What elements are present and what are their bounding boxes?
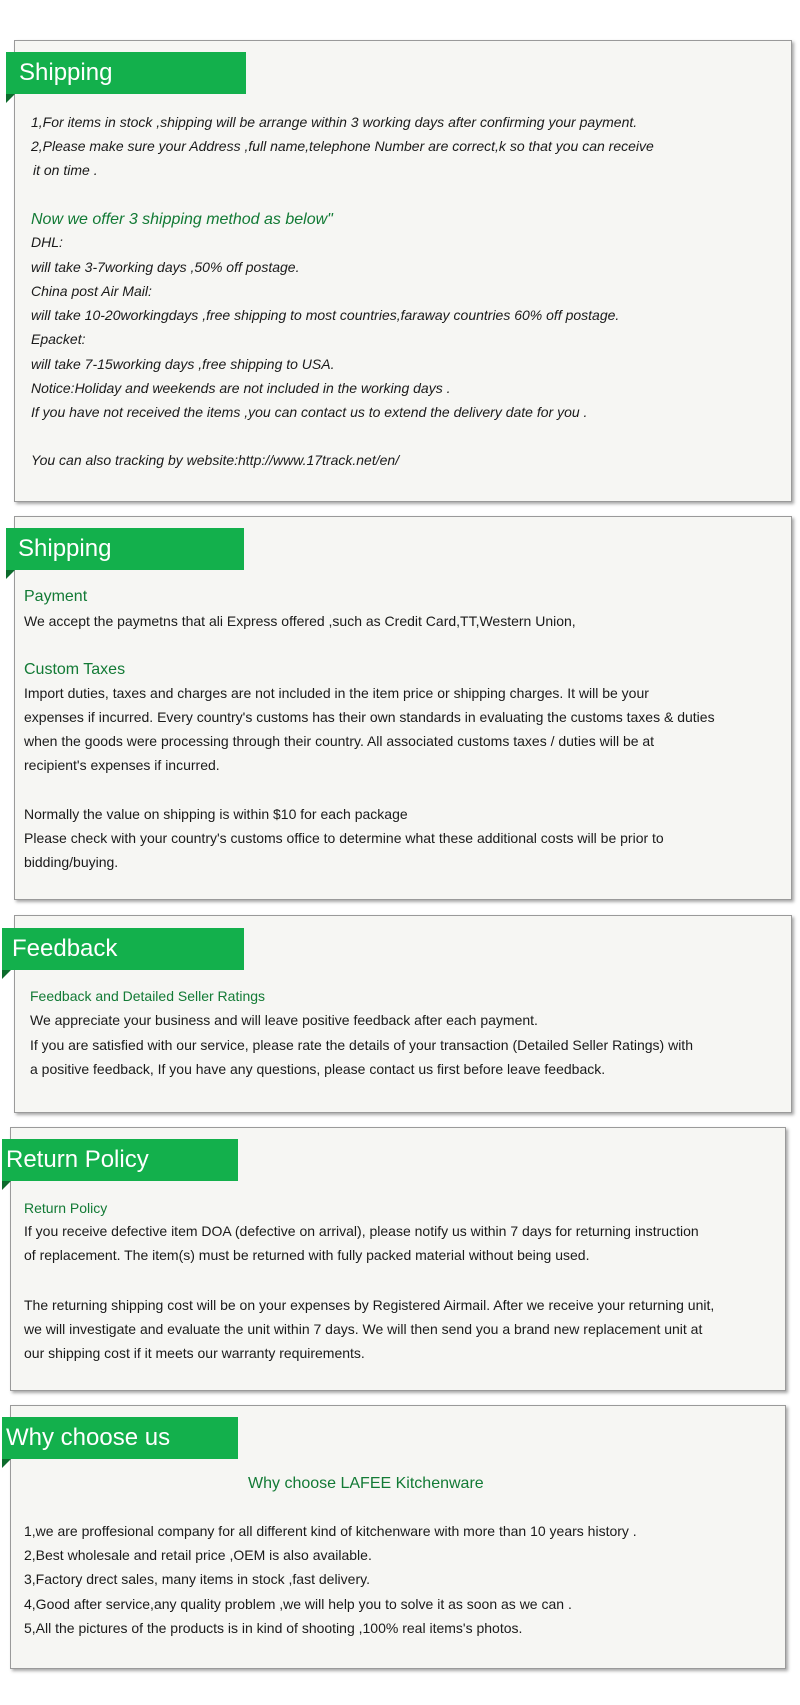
- return-line-2: of replacement. The item(s) must be returned with fully packed material without being used.: [24, 1247, 590, 1263]
- shipping-tab: Shipping: [6, 52, 246, 94]
- shipping-stock-line: 1,For items in stock ,shipping will be arrange within 3 working days after confirming your payment.: [31, 114, 638, 130]
- taxes-line-4: recipient's expenses if incurred.: [24, 757, 220, 773]
- return-policy-heading: Return Policy: [24, 1200, 108, 1216]
- shipping-value-line: Normally the value on shipping is within $10 for each package: [24, 806, 408, 822]
- customs-check-line-2: bidding/buying.: [24, 854, 119, 870]
- why-line-2: 2,Best wholesale and retail price ,OEM is also available.: [24, 1547, 372, 1563]
- taxes-line-1: Import duties, taxes and charges are not included in the item price or shipping charges. It will be your: [24, 685, 649, 701]
- feedback-line-3: a positive feedback, If you have any questions, please contact us first before leave feedback.: [30, 1061, 606, 1077]
- tracking-line: You can also tracking by website:http://www.17track.net/en/: [31, 452, 400, 468]
- return-line-1: If you receive defective item DOA (defective on arrival), please notify us within 7 days for returning instruction: [24, 1223, 699, 1239]
- dhl-label: DHL:: [31, 234, 63, 250]
- return-policy-tab: Return Policy: [2, 1139, 238, 1181]
- epacket-desc: will take 7-15working days ,free shipping to USA.: [31, 356, 335, 372]
- why-line-4: 4,Good after service,any quality problem ,we will help you to solve it as soon as we can .: [24, 1596, 572, 1612]
- taxes-line-2: expenses if incurred. Every country's customs has their own standards in evaluating the customs taxes & duties: [24, 709, 715, 725]
- why-choose-tab: Why choose us: [2, 1417, 238, 1459]
- shipping-tab-2: Shipping: [6, 528, 244, 570]
- shipping-methods-heading: Now we offer 3 shipping method as below": [31, 211, 333, 228]
- return-line-3: The returning shipping cost will be on your expenses by Registered Airmail. After we receive your returning unit,: [24, 1297, 715, 1313]
- taxes-line-3: when the goods were processing through their country. All associated customs taxes / duties will be at: [24, 733, 655, 749]
- payment-text: We accept the paymetns that ali Express offered ,such as Credit Card,TT,Western Union,: [24, 613, 576, 629]
- feedback-line-2: If you are satisfied with our service, please rate the details of your transaction (Detailed Seller Ratings) with: [30, 1037, 693, 1053]
- dhl-desc: will take 3-7working days ,50% off postage.: [31, 259, 300, 275]
- feedback-heading: Feedback and Detailed Seller Ratings: [30, 988, 266, 1004]
- custom-taxes-heading: Custom Taxes: [24, 661, 126, 678]
- feedback-line-1: We appreciate your business and will leave positive feedback after each payment.: [30, 1012, 538, 1028]
- why-choose-heading: Why choose LAFEE Kitchenware: [248, 1475, 484, 1492]
- feedback-tab: Feedback: [2, 928, 244, 970]
- why-line-1: 1,we are proffesional company for all different kind of kitchenware with more than 10 years history .: [24, 1523, 637, 1539]
- china-post-label: China post Air Mail:: [31, 283, 152, 299]
- why-line-5: 5,All the pictures of the products is in kind of shooting ,100% real items's photos.: [24, 1620, 523, 1636]
- shipping-address-line-2: it on time .: [33, 162, 98, 178]
- epacket-label: Epacket:: [31, 331, 86, 347]
- holiday-notice: Notice:Holiday and weekends are not included in the working days .: [31, 380, 451, 396]
- return-line-4: we will investigate and evaluate the unit within 7 days. We will then send you a brand new replacement unit at: [24, 1321, 703, 1337]
- china-post-desc: will take 10-20workingdays ,free shipping to most countries,faraway countries 60% off postage.: [31, 307, 620, 323]
- extend-delivery-line: If you have not received the items ,you can contact us to extend the delivery date for you .: [31, 404, 588, 420]
- return-line-5: our shipping cost if it meets our warranty requirements.: [24, 1345, 365, 1361]
- payment-heading: Payment: [24, 588, 88, 605]
- shipping-address-line: 2,Please make sure your Address ,full name,telephone Number are correct,k so that you can receive: [31, 138, 654, 154]
- customs-check-line-1: Please check with your country's customs office to determine what these additional costs will be prior to: [24, 830, 664, 846]
- why-line-3: 3,Factory drect sales, many items in stock ,fast delivery.: [24, 1571, 370, 1587]
